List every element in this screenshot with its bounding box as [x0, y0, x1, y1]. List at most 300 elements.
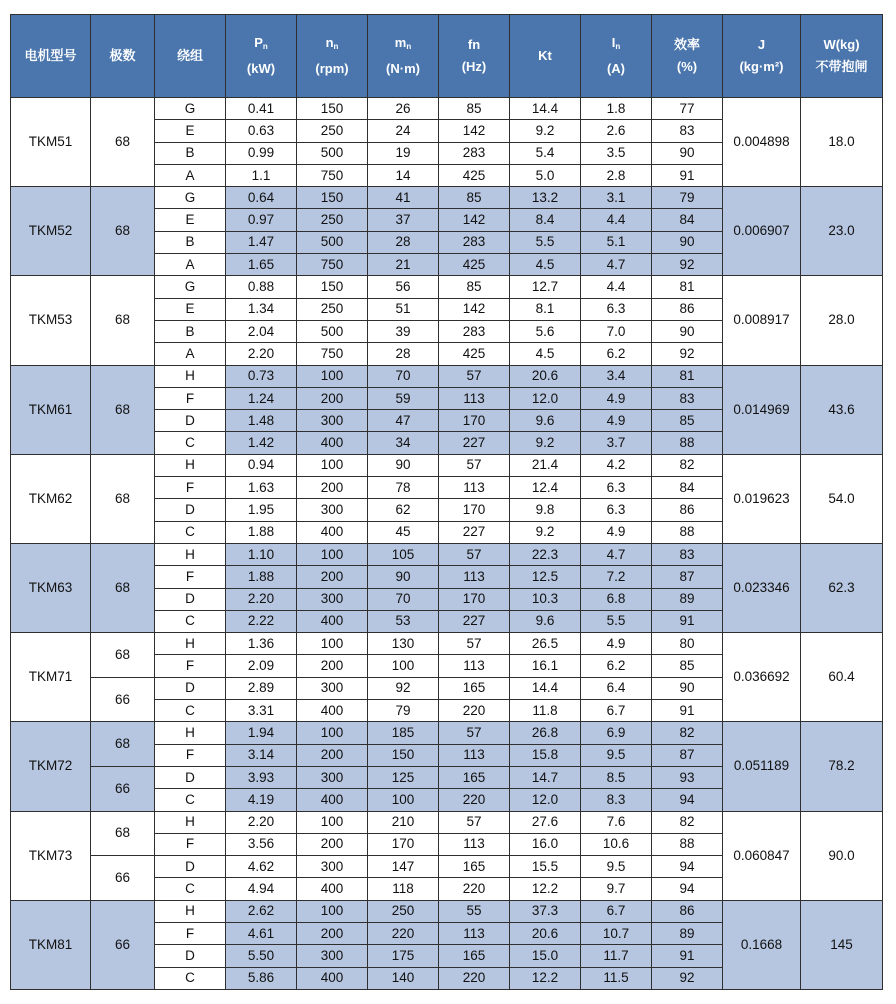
rated-torque-cell: 62 [368, 499, 439, 521]
weight-cell: 145 [801, 900, 883, 989]
rated-power-cell: 0.64 [226, 187, 297, 209]
efficiency-cell: 86 [652, 298, 723, 320]
rated-torque-cell: 147 [368, 856, 439, 878]
efficiency-cell: 92 [652, 254, 723, 276]
kt-cell: 12.2 [510, 967, 581, 989]
frequency-cell: 425 [439, 164, 510, 186]
frequency-cell: 220 [439, 789, 510, 811]
efficiency-cell: 86 [652, 900, 723, 922]
rated-speed-cell: 750 [297, 343, 368, 365]
rated-speed-cell: 750 [297, 164, 368, 186]
header-winding: 绕组 [155, 15, 226, 98]
winding-cell: C [155, 967, 226, 989]
frequency-cell: 425 [439, 254, 510, 276]
efficiency-cell: 77 [652, 98, 723, 120]
header-weight: W(kg) 不带抱闸 [801, 15, 883, 98]
winding-cell: H [155, 722, 226, 744]
rated-torque-cell: 185 [368, 722, 439, 744]
rated-torque-cell: 170 [368, 833, 439, 855]
winding-cell: D [155, 410, 226, 432]
motor-spec-table [10, 14, 883, 990]
rated-speed-cell: 500 [297, 320, 368, 342]
efficiency-cell: 83 [652, 120, 723, 142]
rated-power-cell: 1.42 [226, 432, 297, 454]
winding-cell: D [155, 766, 226, 788]
rated-torque-cell: 118 [368, 878, 439, 900]
efficiency-cell: 86 [652, 499, 723, 521]
frequency-cell: 57 [439, 454, 510, 476]
frequency-cell: 142 [439, 209, 510, 231]
kt-cell: 9.6 [510, 410, 581, 432]
kt-cell: 12.5 [510, 566, 581, 588]
efficiency-cell: 91 [652, 945, 723, 967]
header-row [11, 15, 883, 98]
rated-torque-cell: 37 [368, 209, 439, 231]
winding-cell: C [155, 432, 226, 454]
kt-cell: 9.2 [510, 432, 581, 454]
rated-speed-cell: 100 [297, 811, 368, 833]
frequency-cell: 113 [439, 566, 510, 588]
rated-current-cell: 9.7 [581, 878, 652, 900]
inertia-cell: 0.004898 [723, 98, 801, 187]
winding-cell: D [155, 588, 226, 610]
table-row [11, 454, 883, 476]
rated-current-cell: 6.3 [581, 298, 652, 320]
rated-current-cell: 2.8 [581, 164, 652, 186]
rated-power-cell: 1.65 [226, 254, 297, 276]
motor-model-cell: TKM53 [11, 276, 91, 365]
winding-cell: B [155, 320, 226, 342]
efficiency-cell: 88 [652, 521, 723, 543]
rated-speed-cell: 400 [297, 967, 368, 989]
winding-cell: F [155, 566, 226, 588]
rated-current-cell: 4.2 [581, 454, 652, 476]
kt-cell: 9.2 [510, 521, 581, 543]
winding-cell: H [155, 543, 226, 565]
rated-power-cell: 2.20 [226, 811, 297, 833]
poles-cell: 66 [91, 900, 155, 989]
header-rated-torque: $m_n$ (N·m) [368, 15, 439, 98]
winding-cell: F [155, 477, 226, 499]
rated-torque-cell: 59 [368, 387, 439, 409]
table-row [11, 187, 883, 209]
rated-power-cell: 1.36 [226, 633, 297, 655]
header-rated-power: $P_n$ (kW) [226, 15, 297, 98]
kt-cell: 5.4 [510, 142, 581, 164]
rated-torque-cell: 220 [368, 922, 439, 944]
rated-torque-cell: 90 [368, 454, 439, 476]
winding-cell: A [155, 164, 226, 186]
rated-power-cell: 3.56 [226, 833, 297, 855]
rated-current-cell: 6.7 [581, 900, 652, 922]
frequency-cell: 227 [439, 521, 510, 543]
efficiency-cell: 92 [652, 343, 723, 365]
rated-power-cell: 1.95 [226, 499, 297, 521]
rated-speed-cell: 100 [297, 454, 368, 476]
efficiency-cell: 84 [652, 209, 723, 231]
inertia-cell: 0.023346 [723, 543, 801, 632]
kt-cell: 14.7 [510, 766, 581, 788]
rated-torque-cell: 14 [368, 164, 439, 186]
rated-speed-cell: 400 [297, 610, 368, 632]
frequency-cell: 220 [439, 700, 510, 722]
rated-current-cell: 6.2 [581, 343, 652, 365]
winding-cell: H [155, 900, 226, 922]
weight-cell: 28.0 [801, 276, 883, 365]
frequency-cell: 227 [439, 432, 510, 454]
frequency-cell: 57 [439, 722, 510, 744]
poles-cell: 68 [91, 633, 155, 678]
rated-torque-cell: 70 [368, 588, 439, 610]
rated-torque-cell: 130 [368, 633, 439, 655]
rated-torque-cell: 210 [368, 811, 439, 833]
rated-power-cell: 0.73 [226, 365, 297, 387]
rated-speed-cell: 300 [297, 499, 368, 521]
efficiency-cell: 91 [652, 700, 723, 722]
frequency-cell: 113 [439, 655, 510, 677]
winding-cell: B [155, 142, 226, 164]
efficiency-cell: 87 [652, 566, 723, 588]
inertia-cell: 0.019623 [723, 454, 801, 543]
rated-power-cell: 0.41 [226, 98, 297, 120]
rated-torque-cell: 56 [368, 276, 439, 298]
winding-cell: G [155, 187, 226, 209]
frequency-cell: 85 [439, 98, 510, 120]
winding-cell: F [155, 833, 226, 855]
poles-cell: 66 [91, 856, 155, 901]
winding-cell: C [155, 700, 226, 722]
header-frequency: fn (Hz) [439, 15, 510, 98]
winding-cell: F [155, 922, 226, 944]
rated-torque-cell: 140 [368, 967, 439, 989]
rated-torque-cell: 100 [368, 789, 439, 811]
rated-speed-cell: 400 [297, 700, 368, 722]
kt-cell: 8.4 [510, 209, 581, 231]
rated-current-cell: 4.4 [581, 209, 652, 231]
header-kt: Kt [510, 15, 581, 98]
frequency-cell: 113 [439, 477, 510, 499]
winding-cell: D [155, 499, 226, 521]
rated-torque-cell: 175 [368, 945, 439, 967]
table-row [11, 900, 883, 922]
kt-cell: 9.6 [510, 610, 581, 632]
winding-cell: D [155, 945, 226, 967]
efficiency-cell: 89 [652, 588, 723, 610]
weight-cell: 60.4 [801, 633, 883, 722]
poles-cell: 68 [91, 722, 155, 767]
rated-speed-cell: 400 [297, 878, 368, 900]
rated-power-cell: 3.31 [226, 700, 297, 722]
rated-speed-cell: 300 [297, 588, 368, 610]
kt-cell: 12.4 [510, 477, 581, 499]
motor-model-cell: TKM61 [11, 365, 91, 454]
rated-current-cell: 7.6 [581, 811, 652, 833]
weight-cell: 90.0 [801, 811, 883, 900]
kt-cell: 15.0 [510, 945, 581, 967]
rated-current-cell: 1.8 [581, 98, 652, 120]
rated-current-cell: 8.3 [581, 789, 652, 811]
rated-speed-cell: 200 [297, 922, 368, 944]
header-poles: 极数 [91, 15, 155, 98]
rated-torque-cell: 100 [368, 655, 439, 677]
rated-speed-cell: 300 [297, 410, 368, 432]
frequency-cell: 170 [439, 410, 510, 432]
rated-current-cell: 6.4 [581, 677, 652, 699]
rated-torque-cell: 90 [368, 566, 439, 588]
rated-power-cell: 2.09 [226, 655, 297, 677]
efficiency-cell: 82 [652, 722, 723, 744]
rated-speed-cell: 150 [297, 98, 368, 120]
frequency-cell: 220 [439, 967, 510, 989]
header-rated-current: $I_n$ (A) [581, 15, 652, 98]
winding-cell: H [155, 811, 226, 833]
rated-current-cell: 4.9 [581, 410, 652, 432]
efficiency-cell: 80 [652, 633, 723, 655]
table-row [11, 276, 883, 298]
frequency-cell: 165 [439, 856, 510, 878]
winding-cell: G [155, 276, 226, 298]
winding-cell: D [155, 856, 226, 878]
kt-cell: 16.1 [510, 655, 581, 677]
rated-power-cell: 1.88 [226, 521, 297, 543]
rated-current-cell: 10.6 [581, 833, 652, 855]
kt-cell: 22.3 [510, 543, 581, 565]
rated-current-cell: 5.1 [581, 231, 652, 253]
rated-speed-cell: 250 [297, 120, 368, 142]
rated-current-cell: 8.5 [581, 766, 652, 788]
rated-speed-cell: 150 [297, 276, 368, 298]
efficiency-cell: 94 [652, 856, 723, 878]
poles-cell: 68 [91, 365, 155, 454]
rated-torque-cell: 45 [368, 521, 439, 543]
rated-current-cell: 11.5 [581, 967, 652, 989]
rated-speed-cell: 500 [297, 231, 368, 253]
rated-torque-cell: 125 [368, 766, 439, 788]
rated-current-cell: 6.3 [581, 499, 652, 521]
table-row [11, 722, 883, 744]
efficiency-cell: 90 [652, 231, 723, 253]
efficiency-cell: 93 [652, 766, 723, 788]
rated-torque-cell: 53 [368, 610, 439, 632]
motor-model-cell: TKM81 [11, 900, 91, 989]
rated-power-cell: 0.97 [226, 209, 297, 231]
rated-torque-cell: 51 [368, 298, 439, 320]
weight-cell: 54.0 [801, 454, 883, 543]
rated-power-cell: 5.50 [226, 945, 297, 967]
rated-power-cell: 4.61 [226, 922, 297, 944]
rated-speed-cell: 100 [297, 633, 368, 655]
frequency-cell: 113 [439, 387, 510, 409]
kt-cell: 20.6 [510, 365, 581, 387]
efficiency-cell: 92 [652, 967, 723, 989]
kt-cell: 10.3 [510, 588, 581, 610]
rated-current-cell: 3.7 [581, 432, 652, 454]
winding-cell: C [155, 878, 226, 900]
rated-power-cell: 1.88 [226, 566, 297, 588]
rated-speed-cell: 200 [297, 477, 368, 499]
kt-cell: 12.2 [510, 878, 581, 900]
poles-cell: 68 [91, 454, 155, 543]
winding-cell: H [155, 365, 226, 387]
rated-power-cell: 1.34 [226, 298, 297, 320]
frequency-cell: 283 [439, 231, 510, 253]
rated-power-cell: 2.89 [226, 677, 297, 699]
header-rated-speed: $n_n$ (rpm) [297, 15, 368, 98]
rated-speed-cell: 200 [297, 833, 368, 855]
kt-cell: 4.5 [510, 343, 581, 365]
rated-current-cell: 6.3 [581, 477, 652, 499]
efficiency-cell: 91 [652, 164, 723, 186]
rated-speed-cell: 200 [297, 566, 368, 588]
poles-cell: 68 [91, 187, 155, 276]
efficiency-cell: 82 [652, 454, 723, 476]
efficiency-cell: 84 [652, 477, 723, 499]
rated-torque-cell: 78 [368, 477, 439, 499]
rated-current-cell: 4.4 [581, 276, 652, 298]
kt-cell: 27.6 [510, 811, 581, 833]
frequency-cell: 57 [439, 811, 510, 833]
rated-speed-cell: 300 [297, 945, 368, 967]
rated-current-cell: 3.4 [581, 365, 652, 387]
rated-current-cell: 9.5 [581, 744, 652, 766]
poles-cell: 68 [91, 98, 155, 187]
rated-speed-cell: 300 [297, 856, 368, 878]
motor-model-cell: TKM72 [11, 722, 91, 811]
rated-torque-cell: 250 [368, 900, 439, 922]
kt-cell: 4.5 [510, 254, 581, 276]
rated-power-cell: 0.94 [226, 454, 297, 476]
kt-cell: 37.3 [510, 900, 581, 922]
winding-cell: B [155, 231, 226, 253]
rated-current-cell: 4.9 [581, 521, 652, 543]
frequency-cell: 165 [439, 945, 510, 967]
poles-cell: 66 [91, 677, 155, 722]
rated-speed-cell: 200 [297, 387, 368, 409]
kt-cell: 20.6 [510, 922, 581, 944]
rated-speed-cell: 100 [297, 900, 368, 922]
kt-cell: 13.2 [510, 187, 581, 209]
frequency-cell: 113 [439, 833, 510, 855]
rated-speed-cell: 250 [297, 209, 368, 231]
frequency-cell: 220 [439, 878, 510, 900]
kt-cell: 9.2 [510, 120, 581, 142]
frequency-cell: 283 [439, 320, 510, 342]
frequency-cell: 170 [439, 499, 510, 521]
kt-cell: 26.8 [510, 722, 581, 744]
rated-speed-cell: 400 [297, 789, 368, 811]
kt-cell: 12.0 [510, 387, 581, 409]
rated-speed-cell: 100 [297, 722, 368, 744]
rated-current-cell: 5.5 [581, 610, 652, 632]
efficiency-cell: 91 [652, 610, 723, 632]
rated-current-cell: 6.8 [581, 588, 652, 610]
rated-current-cell: 11.7 [581, 945, 652, 967]
rated-power-cell: 2.20 [226, 343, 297, 365]
efficiency-cell: 88 [652, 833, 723, 855]
rated-current-cell: 6.2 [581, 655, 652, 677]
winding-cell: C [155, 789, 226, 811]
kt-cell: 11.8 [510, 700, 581, 722]
rated-speed-cell: 100 [297, 543, 368, 565]
weight-cell: 23.0 [801, 187, 883, 276]
rated-power-cell: 1.1 [226, 164, 297, 186]
rated-power-cell: 2.22 [226, 610, 297, 632]
efficiency-cell: 79 [652, 187, 723, 209]
header-inertia: J (kg·m²) [723, 15, 801, 98]
inertia-cell: 0.014969 [723, 365, 801, 454]
kt-cell: 14.4 [510, 98, 581, 120]
rated-current-cell: 3.5 [581, 142, 652, 164]
kt-cell: 5.0 [510, 164, 581, 186]
winding-cell: G [155, 98, 226, 120]
inertia-cell: 0.051189 [723, 722, 801, 811]
inertia-cell: 0.036692 [723, 633, 801, 722]
efficiency-cell: 89 [652, 922, 723, 944]
motor-model-cell: TKM63 [11, 543, 91, 632]
rated-current-cell: 10.7 [581, 922, 652, 944]
winding-cell: C [155, 521, 226, 543]
rated-torque-cell: 41 [368, 187, 439, 209]
rated-torque-cell: 105 [368, 543, 439, 565]
winding-cell: A [155, 254, 226, 276]
table-body [11, 98, 883, 990]
rated-torque-cell: 39 [368, 320, 439, 342]
rated-current-cell: 2.6 [581, 120, 652, 142]
rated-speed-cell: 300 [297, 677, 368, 699]
frequency-cell: 142 [439, 120, 510, 142]
rated-speed-cell: 500 [297, 142, 368, 164]
efficiency-cell: 90 [652, 142, 723, 164]
kt-cell: 26.5 [510, 633, 581, 655]
winding-cell: D [155, 677, 226, 699]
rated-current-cell: 3.1 [581, 187, 652, 209]
rated-torque-cell: 28 [368, 343, 439, 365]
table-row [11, 98, 883, 120]
rated-current-cell: 6.9 [581, 722, 652, 744]
frequency-cell: 165 [439, 677, 510, 699]
frequency-cell: 170 [439, 588, 510, 610]
inertia-cell: 0.006907 [723, 187, 801, 276]
weight-cell: 62.3 [801, 543, 883, 632]
rated-torque-cell: 92 [368, 677, 439, 699]
header-efficiency: 效率 (%) [652, 15, 723, 98]
frequency-cell: 113 [439, 922, 510, 944]
winding-cell: E [155, 209, 226, 231]
table-row [11, 811, 883, 833]
rated-current-cell: 7.2 [581, 566, 652, 588]
table-row [11, 633, 883, 655]
efficiency-cell: 83 [652, 543, 723, 565]
weight-cell: 78.2 [801, 722, 883, 811]
rated-torque-cell: 24 [368, 120, 439, 142]
rated-speed-cell: 200 [297, 744, 368, 766]
rated-power-cell: 1.48 [226, 410, 297, 432]
winding-cell: H [155, 454, 226, 476]
kt-cell: 9.8 [510, 499, 581, 521]
efficiency-cell: 90 [652, 320, 723, 342]
rated-speed-cell: 400 [297, 432, 368, 454]
rated-power-cell: 2.04 [226, 320, 297, 342]
frequency-cell: 425 [439, 343, 510, 365]
efficiency-cell: 94 [652, 878, 723, 900]
efficiency-cell: 94 [652, 789, 723, 811]
rated-current-cell: 6.7 [581, 700, 652, 722]
weight-cell: 43.6 [801, 365, 883, 454]
kt-cell: 8.1 [510, 298, 581, 320]
rated-speed-cell: 250 [297, 298, 368, 320]
rated-torque-cell: 47 [368, 410, 439, 432]
winding-cell: F [155, 655, 226, 677]
